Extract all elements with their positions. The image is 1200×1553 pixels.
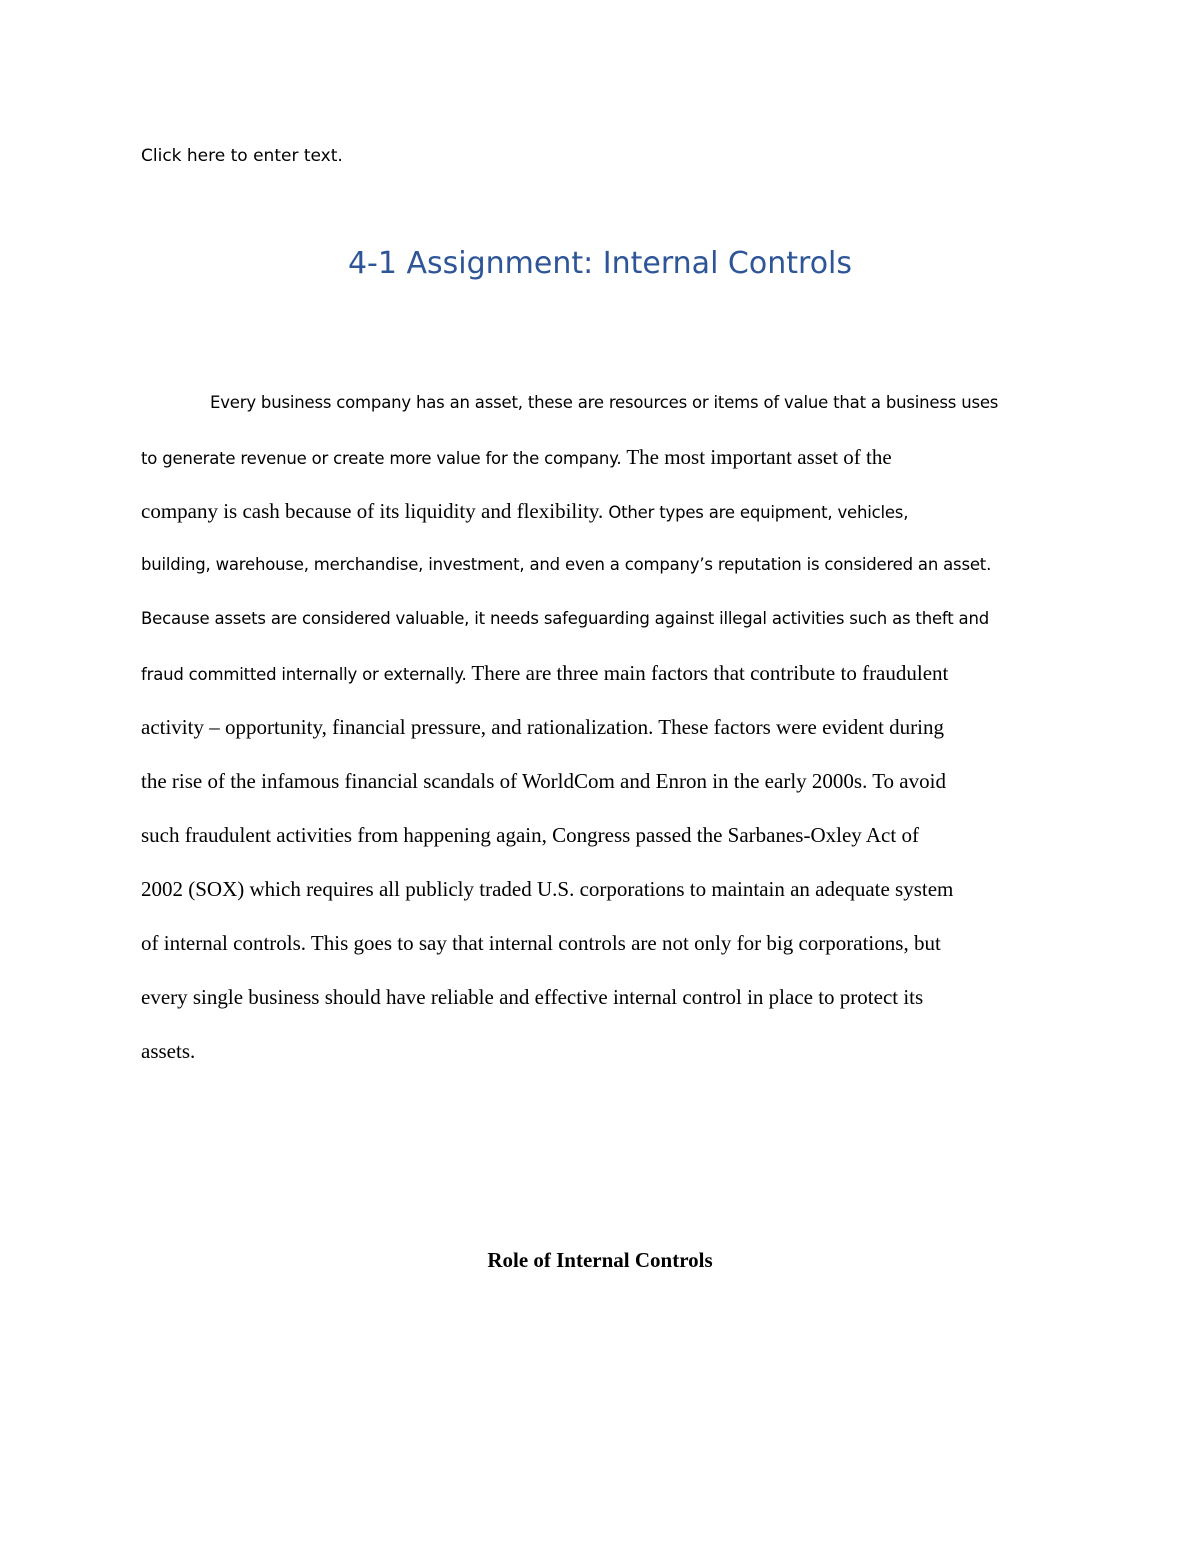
- paragraph-segment: to generate revenue or create more value for the company.: [141, 449, 622, 468]
- paragraph-line: assets.: [141, 1039, 196, 1063]
- document-title: 4-1 Assignment: Internal Controls: [347, 246, 853, 281]
- paragraph-line: Every business company has an asset, these are resources or items of value that a business uses: [210, 393, 999, 412]
- placeholder-text-field[interactable]: Click here to enter text.: [141, 146, 343, 166]
- paragraph-segment: There are three main factors that contribute to fraudulent: [466, 661, 949, 685]
- paragraph-line: [141, 493, 908, 529]
- paragraph-segment: Other types are equipment, vehicles,: [603, 503, 909, 522]
- paragraph-line: building, warehouse, merchandise, investment, and even a company’s reputation is considered an asset.: [141, 555, 992, 574]
- paragraph-line: 2002 (SOX) which requires all publicly traded U.S. corporations to maintain an adequate system: [141, 877, 954, 901]
- paragraph-line: such fraudulent activities from happening again, Congress passed the Sarbanes-Oxley Act of: [141, 823, 919, 847]
- paragraph-line: activity – opportunity, financial pressure, and rationalization. These factors were evident during: [141, 715, 944, 739]
- paragraph-line: the rise of the infamous financial scandals of WorldCom and Enron in the early 2000s. To avoid: [141, 769, 946, 793]
- paragraph-line: every single business should have reliable and effective internal control in place to protect its: [141, 985, 924, 1009]
- section-heading: Role of Internal Controls: [487, 1248, 713, 1272]
- paragraph-line: [141, 439, 892, 475]
- paragraph-line: [141, 655, 948, 691]
- paragraph-line: Because assets are considered valuable, it needs safeguarding against illegal activities such as theft and: [141, 609, 989, 628]
- paragraph-segment: company is cash because of its liquidity and flexibility.: [141, 499, 604, 523]
- paragraph-segment: The most important asset of the: [621, 445, 892, 469]
- paragraph-line: of internal controls. This goes to say that internal controls are not only for big corporations, but: [141, 931, 941, 955]
- paragraph-segment: fraud committed internally or externally.: [141, 665, 467, 684]
